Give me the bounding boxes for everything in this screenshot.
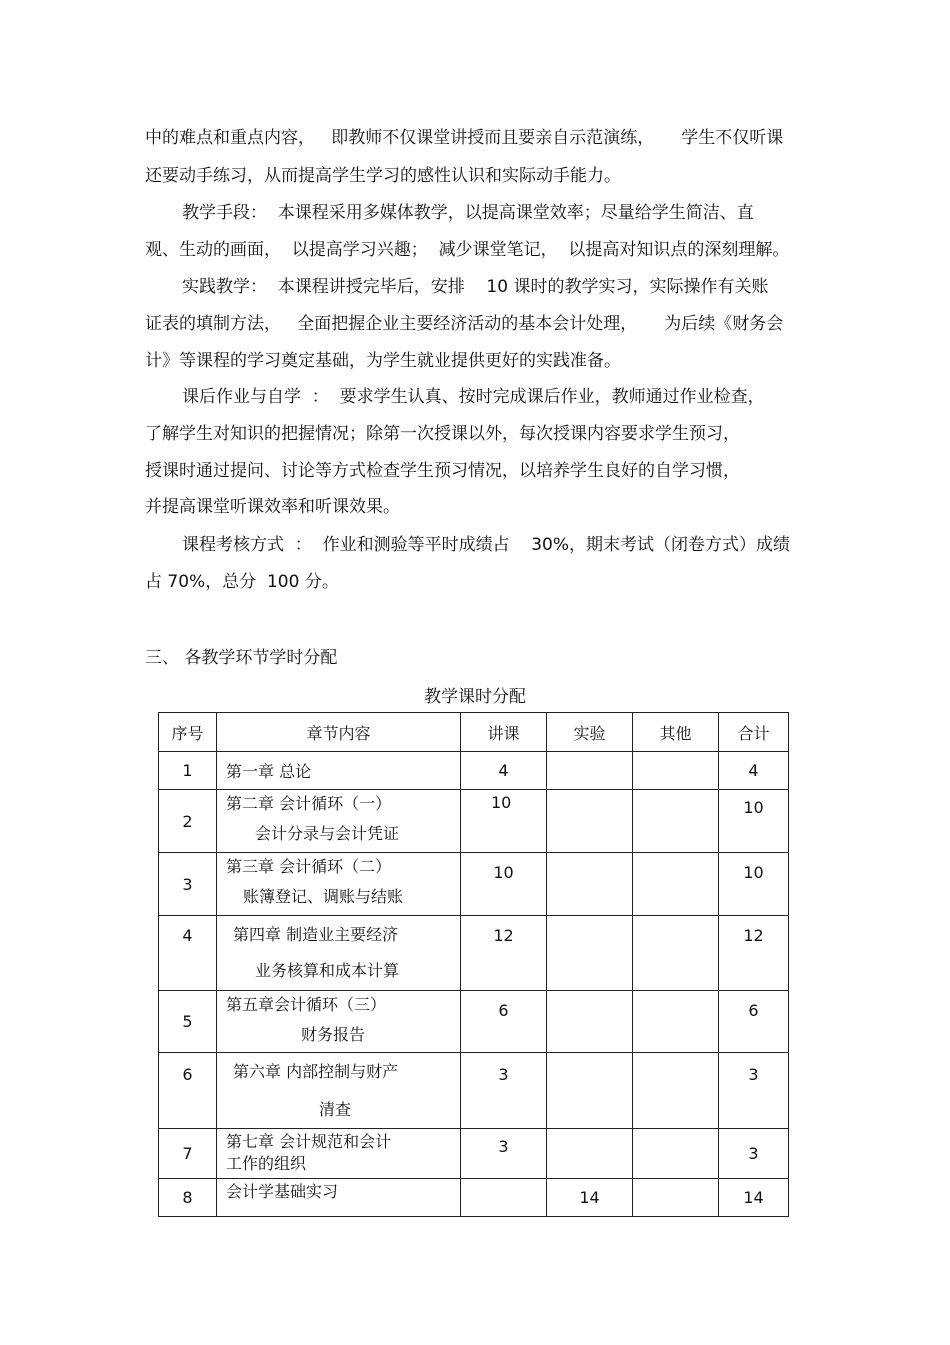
chapter-subtitle: 工作的组织	[226, 1154, 307, 1173]
cell-total: 6	[719, 991, 789, 1053]
cell-lecture: 10	[461, 790, 547, 853]
cell-chapter	[217, 1053, 461, 1129]
cell-lab: 14	[547, 1179, 633, 1217]
header-cell-lecture: 讲课	[461, 713, 547, 752]
table-row	[159, 853, 789, 916]
cell-other	[633, 916, 719, 991]
cell-total: 12	[719, 916, 789, 991]
cell-lecture: 6	[461, 991, 547, 1053]
cell-chapter	[217, 916, 461, 991]
header-cell-other: 其他	[633, 713, 719, 752]
cell-lab	[547, 790, 633, 853]
cell-lecture	[461, 1179, 547, 1217]
cell-total: 3	[719, 1053, 789, 1129]
teaching-hours-table	[158, 712, 789, 1217]
cell-chapter	[217, 752, 461, 790]
chapter-title: 第七章 会计规范和会计	[226, 1132, 392, 1151]
cell-no: 2	[159, 790, 217, 853]
cell-no: 5	[159, 991, 217, 1053]
paragraph-line: 课后作业与自学 ： 要求学生认真、按时完成课后作业，教师通过作业检查，	[182, 387, 765, 407]
cell-lecture: 12	[461, 916, 547, 991]
section-heading: 三、 各教学环节学时分配	[145, 648, 338, 668]
cell-no: 8	[159, 1179, 217, 1217]
cell-no: 1	[159, 752, 217, 790]
header-cell-no: 序号	[159, 713, 217, 752]
paragraph-line: 计》等课程的学习奠定基础，为学生就业提供更好的实践准备。	[145, 351, 621, 371]
cell-total: 4	[719, 752, 789, 790]
table-caption: 教学课时分配	[424, 687, 526, 707]
cell-other	[633, 1179, 719, 1217]
paragraph-line: 并提高课堂听课效率和听课效果。	[145, 497, 400, 517]
cell-other	[633, 1053, 719, 1129]
chapter-subtitle: 账簿登记、调账与结账	[243, 887, 404, 906]
table-header-row	[159, 713, 789, 752]
paragraph-line: 中的难点和重点内容， 即教师不仅课堂讲授而且要亲自示范演练， 学生不仅听课	[145, 128, 784, 148]
header-cell-content: 章节内容	[217, 713, 461, 752]
table-row	[159, 916, 789, 991]
table-row	[159, 1053, 789, 1129]
cell-lecture: 3	[461, 1129, 547, 1179]
table-row	[159, 991, 789, 1053]
paragraph-line: 教学手段： 本课程采用多媒体教学，以提高课堂效率；尽量给学生简洁、直	[182, 203, 754, 223]
cell-chapter	[217, 1179, 461, 1217]
cell-chapter	[217, 790, 461, 853]
chapter-title: 第二章 会计循环（一）	[226, 794, 392, 813]
chapter-title: 会计学基础实习	[226, 1182, 339, 1201]
cell-total: 14	[719, 1179, 789, 1217]
cell-other	[633, 1129, 719, 1179]
cell-total: 10	[719, 790, 789, 853]
cell-lecture: 3	[461, 1053, 547, 1129]
table-row	[159, 1179, 789, 1217]
paragraph-line: 观、生动的画面， 以提高学习兴趣； 减少课堂笔记， 以提高对知识点的深刻理解。	[145, 240, 790, 260]
cell-lecture: 4	[461, 752, 547, 790]
cell-lab	[547, 752, 633, 790]
chapter-title: 第一章 总论	[226, 762, 312, 781]
cell-other	[633, 790, 719, 853]
chapter-title: 第五章会计循环（三）	[226, 995, 387, 1014]
paragraph-line: 了解学生对知识的把握情况；除第一次授课以外，每次授课内容要求学生预习，	[145, 424, 740, 444]
cell-total: 10	[719, 853, 789, 916]
cell-total: 3	[719, 1129, 789, 1179]
cell-lab	[547, 853, 633, 916]
cell-chapter	[217, 1129, 461, 1179]
cell-lab	[547, 991, 633, 1053]
cell-other	[633, 752, 719, 790]
cell-lecture: 10	[461, 853, 547, 916]
paragraph-line: 还要动手练习，从而提高学生学习的感性认识和实际动手能力。	[145, 166, 621, 186]
cell-lab	[547, 916, 633, 991]
cell-no: 4	[159, 916, 217, 991]
paragraph-line: 实践教学： 本课程讲授完毕后，安排 10 课时的教学实习，实际操作有关账	[182, 277, 769, 297]
header-cell-lab: 实验	[547, 713, 633, 752]
paragraph-line: 授课时通过提问、讨论等方式检查学生预习情况，以培养学生良好的自学习惯，	[145, 461, 740, 481]
cell-no: 6	[159, 1053, 217, 1129]
chapter-subtitle: 业务核算和成本计算	[255, 961, 400, 980]
chapter-title: 第三章 会计循环（二）	[226, 857, 392, 876]
paragraph-line: 证表的填制方法， 全面把握企业主要经济活动的基本会计处理， 为后续《财务会	[145, 314, 784, 334]
chapter-subtitle: 清查	[319, 1100, 352, 1119]
chapter-subtitle: 会计分录与会计凭证	[255, 824, 400, 843]
table-row	[159, 790, 789, 853]
cell-chapter	[217, 991, 461, 1053]
paragraph-line: 课程考核方式 ： 作业和测验等平时成绩占 30%，期末考试（闭卷方式）成绩	[182, 535, 791, 555]
chapter-subtitle: 财务报告	[301, 1025, 366, 1044]
cell-no: 7	[159, 1129, 217, 1179]
chapter-title: 第四章 制造业主要经济	[233, 925, 399, 944]
chapter-title: 第六章 内部控制与财产	[233, 1062, 399, 1081]
cell-chapter	[217, 853, 461, 916]
cell-no: 3	[159, 853, 217, 916]
paragraph-line: 占 70%，总分 100 分。	[145, 572, 339, 592]
header-cell-total: 合计	[719, 713, 789, 752]
cell-other	[633, 991, 719, 1053]
table-row	[159, 752, 789, 790]
cell-lab	[547, 1053, 633, 1129]
cell-other	[633, 853, 719, 916]
cell-lab	[547, 1129, 633, 1179]
table-row	[159, 1129, 789, 1179]
